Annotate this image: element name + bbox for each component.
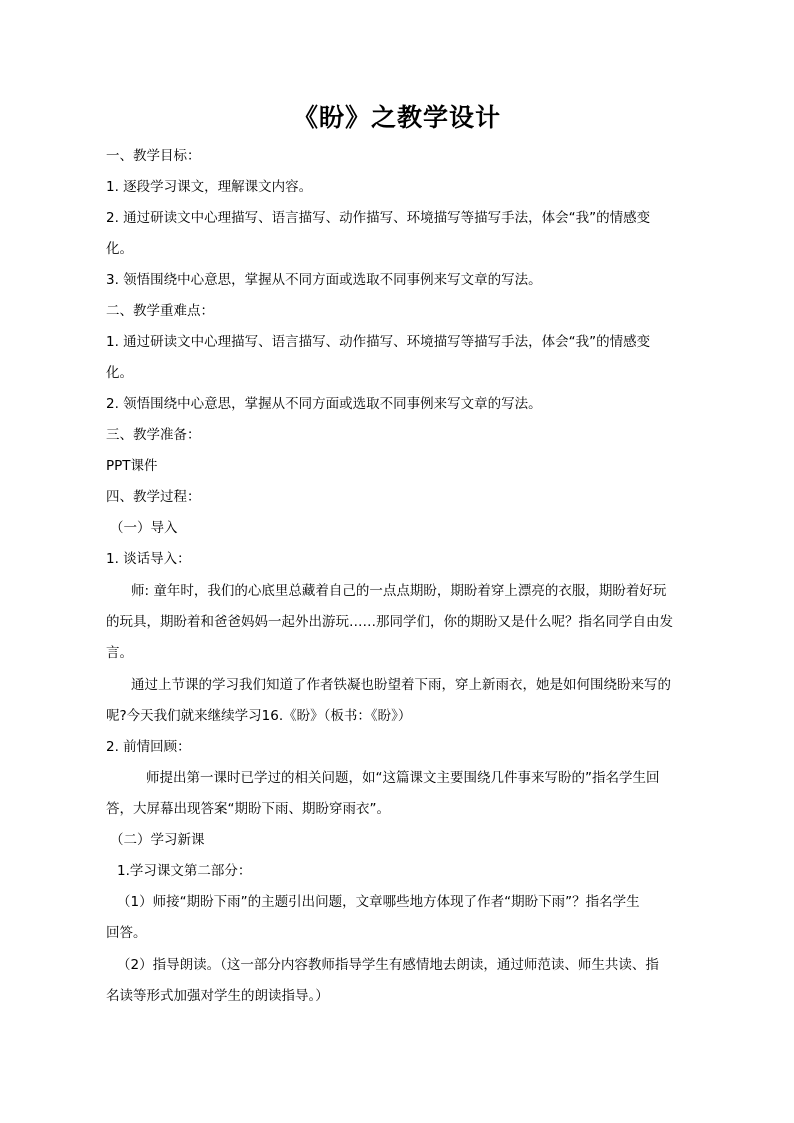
item-2-line2: 名读等形式加强对学生的朗读指导。） — [106, 988, 329, 1004]
key-point-1: 1. 通过研读文中心理描写、语言描写、动作描写、环境描写等描写手法，体会“我”的情感变 — [106, 334, 651, 350]
paragraph-teacher-line3: 言。 — [106, 645, 133, 661]
key-point-1-cont: 化。 — [106, 365, 133, 381]
paragraph-recap-line1: 师提出第一课时已学过的相关问题，如“这篇课文主要围绕几件事来写盼的”指名学生回 — [146, 770, 660, 786]
paragraph-review-line1: 通过上节课的学习我们知道了作者铁凝也盼望着下雨，穿上新雨衣，她是如何围绕盼来写的 — [131, 677, 671, 693]
section-heading-objectives: 一、教学目标： — [106, 148, 201, 164]
item-1-line1: （1）师接“期盼下雨”的主题引出问题，文章哪些地方体现了作者“期盼下雨”？指名学生 — [117, 894, 640, 910]
objective-2-cont: 化。 — [106, 241, 133, 257]
step-talk-intro: 1. 谈话导入： — [106, 551, 191, 567]
document-title: 《盼》之教学设计 — [292, 103, 501, 132]
objective-1: 1. 逐段学习课文，理解课文内容。 — [106, 179, 313, 195]
paragraph-teacher-line2: 的玩具，期盼着和爸爸妈妈一起外出游玩……那同学们，你的期盼又是什么呢？指名同学自由发 — [106, 614, 673, 630]
section-heading-preparation: 三、教学准备： — [106, 427, 201, 443]
paragraph-review-line2: 呢?今天我们就来继续学习16.《盼》（板书：《盼》） — [106, 708, 412, 724]
item-1-line2: 回答。 — [106, 925, 147, 941]
section-heading-key-points: 二、教学重难点： — [106, 303, 214, 319]
step-recap: 2. 前情回顾： — [106, 739, 191, 755]
step-part-two: 1.学习课文第二部分： — [117, 863, 252, 879]
paragraph-recap-line2: 答，大屏幕出现答案“期盼下雨、期盼穿雨衣”。 — [106, 801, 390, 817]
objective-3: 3. 领悟围绕中心意思，掌握从不同方面或选取不同事例来写文章的写法。 — [106, 272, 542, 288]
key-point-2: 2. 领悟围绕中心意思，掌握从不同方面或选取不同事例来写文章的写法。 — [106, 396, 542, 412]
subsection-intro: （一）导入 — [110, 520, 178, 536]
section-heading-process: 四、教学过程： — [106, 489, 201, 505]
subsection-new-lesson: （二）学习新课 — [110, 832, 205, 848]
item-2-line1: （2）指导朗读。（这一部分内容教师指导学生有感情地去朗读，通过师范读、师生共读、指 — [117, 957, 659, 973]
objective-2: 2. 通过研读文中心理描写、语言描写、动作描写、环境描写等描写手法，体会“我”的情感变 — [106, 210, 651, 226]
preparation-item: PPT课件 — [106, 458, 158, 474]
paragraph-teacher-line1: 师: 童年时，我们的心底里总藏着自己的一点点期盼，期盼着穿上漂亮的衣服，期盼着好玩 — [131, 583, 667, 599]
